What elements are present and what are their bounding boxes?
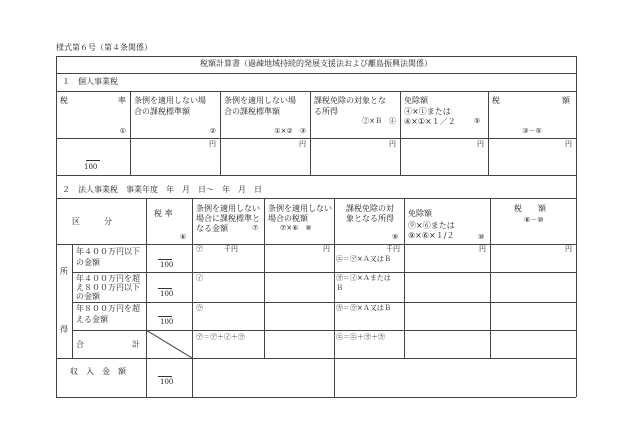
s1-col-rate-ref: ① — [119, 127, 126, 135]
frame-top — [56, 56, 576, 57]
s2-col8-label: 条例を適用しない — [268, 204, 332, 213]
s2-col11-label: 税 額 — [514, 204, 546, 213]
total-c7: ㋐＝㋐＋㋑＋㋒ — [196, 333, 245, 341]
s2-col7-label: 条例を適用しない — [196, 204, 260, 213]
s1-rate-denominator: 100 — [84, 163, 98, 171]
income-label: 収 入 金 額 — [70, 367, 126, 376]
s1-col-base-label-alt: 条例を適用しない場 — [134, 96, 206, 105]
frame-left — [56, 56, 57, 397]
s2-col9-label: 課税免除の対 — [346, 204, 394, 213]
total-rate-diagonal — [146, 330, 192, 358]
side-label-top: 所 — [60, 267, 68, 276]
form-number: 様式第６号（第４条関係） — [56, 43, 152, 52]
total-c9: ㋓＝㋓＋㋔＋㋕ — [336, 333, 385, 341]
row3-label: 年８００万円を超 — [76, 304, 140, 313]
s1-col-base-label: 条例を適用しない場 — [224, 96, 296, 105]
section2-heading: ２ 法人事業税 事業年度 年 月 日～ 年 月 日 — [62, 185, 262, 194]
s2-kubun-label: 区 分 — [72, 217, 112, 226]
side-label-bottom: 得 — [60, 325, 68, 334]
section1-heading: １ 個人事業税 — [62, 77, 118, 86]
s1-col-relief-label: 免除額 — [404, 96, 428, 105]
frame-bottom — [56, 397, 576, 398]
form-title: 税額計算書（過疎地域持続的発展支援法および離島振興法関係） — [200, 59, 432, 68]
s1-unit: 円 — [209, 140, 216, 148]
s1-col-exempt-label: 課税免除の対象とな — [314, 96, 386, 105]
s2-col10-label: 免除額 — [408, 209, 432, 218]
s2-rate-label: 税 率 — [154, 209, 173, 218]
row1-label: 年４００万円以下 — [76, 247, 140, 256]
row2-label: 年４００万円を超 — [76, 274, 140, 283]
frame-right — [576, 56, 577, 397]
